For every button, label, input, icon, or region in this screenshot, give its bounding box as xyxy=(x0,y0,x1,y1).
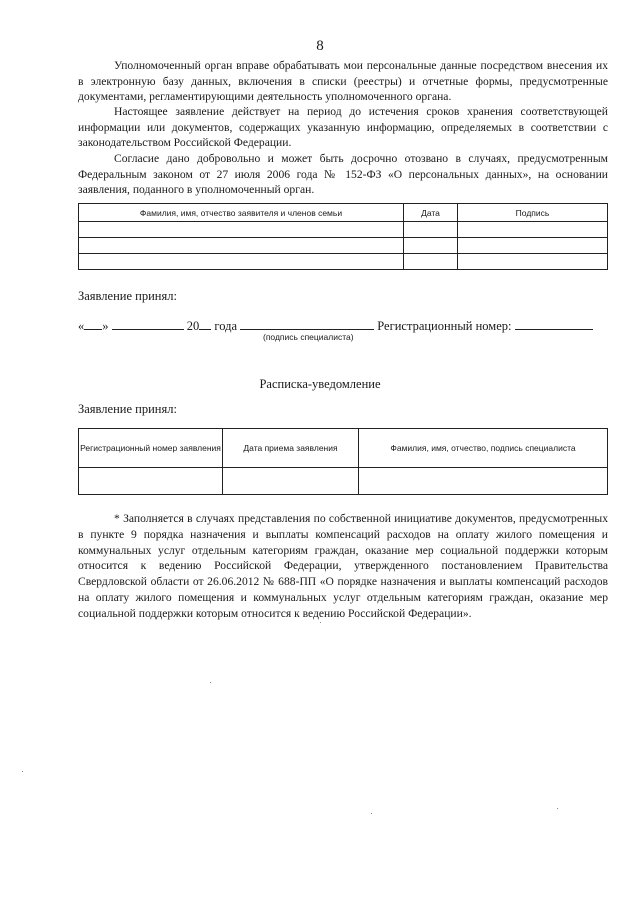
scan-speck xyxy=(210,682,211,683)
table-header-row xyxy=(79,429,608,468)
scan-speck xyxy=(22,771,23,772)
registration-number-blank[interactable] xyxy=(515,317,593,330)
column-header-acceptance-date: Дата приема заявления xyxy=(223,429,359,468)
table-header-row xyxy=(79,204,608,222)
notice-title: Расписка-уведомление xyxy=(259,377,381,391)
table-cell[interactable] xyxy=(223,468,359,495)
year-blank[interactable] xyxy=(199,317,211,330)
paragraph-data-processing: Уполномоченный орган вправе обрабатывать мои персональные данные посредством внесения их в электронную базу данных, включения в списки (реестры) и отчетные формы, предусмотренные документами, регламентирующими деятельность уполномоченного органа. xyxy=(78,59,608,103)
open-quote: « xyxy=(78,319,85,333)
table-cell[interactable] xyxy=(458,254,608,270)
application-accepted-label: Заявление принял: xyxy=(78,289,177,303)
table-cell[interactable] xyxy=(79,238,404,254)
scan-speck xyxy=(320,622,321,623)
scan-speck xyxy=(371,813,372,814)
column-header-registration-number: Регистрационный номер заявления xyxy=(79,429,223,468)
century-text: 20 xyxy=(186,319,200,333)
table-cell[interactable] xyxy=(359,468,608,495)
page-number: 8 xyxy=(316,38,324,54)
column-header-name: Фамилия, имя, отчество заявителя и членов семьи xyxy=(79,204,404,222)
column-header-specialist: Фамилия, имя, отчество, подпись специалиста xyxy=(359,429,608,468)
registration-number-label: Регистрационный номер: xyxy=(377,319,512,333)
receipt-table xyxy=(78,428,608,495)
table-row xyxy=(79,238,608,254)
table-cell[interactable] xyxy=(79,468,223,495)
table-cell[interactable] xyxy=(79,222,404,238)
table-cell[interactable] xyxy=(404,254,458,270)
close-quote: » xyxy=(102,319,109,333)
table-row xyxy=(79,254,608,270)
signature-caption: (подпись специалиста) xyxy=(263,332,354,342)
table-row xyxy=(79,222,608,238)
table-cell[interactable] xyxy=(404,238,458,254)
paragraph-validity: Настоящее заявление действует на период до истечения сроков хранения соответствующей информации или документов, содержащих указанную информацию, определяемых в соответствии с законодательством Российской Федерации. xyxy=(78,105,608,149)
footnote: * Заполняется в случаях представления по собственной инициативе документов, предусмотренных в пункте 9 порядка назначения и выплаты компенсаций расходов на оплату жилого помещения и коммунальных услуг отдельным категориям граждан, оказание мер социальной поддержки которым относится к ведению Российской Федерации, утвержденного постановлением Правительства Свердловской области от 26.06.2012 № 688-ПП «О порядке назначения и выплаты компенсаций расходов на оплату жилого помещения и коммунальных услуг отдельным категориям граждан, оказание мер социальной поддержки которым относится к ведению Российской Федерации». xyxy=(78,512,608,620)
month-blank[interactable] xyxy=(112,317,184,330)
scan-speck xyxy=(557,808,558,809)
consent-signature-table xyxy=(78,203,608,270)
signature-blank[interactable] xyxy=(240,317,374,330)
column-header-date: Дата xyxy=(404,204,458,222)
application-accepted-label-2: Заявление принял: xyxy=(78,402,177,416)
column-header-signature: Подпись xyxy=(458,204,608,222)
paragraph-consent-revocation: Согласие дано добровольно и может быть досрочно отозвано в случаях, предусмотренным Федеральным законом от 27 июля 2006 года № 152-ФЗ «О персональных данных», на основании заявления, поданного в уполномоченный орган. xyxy=(78,152,608,196)
day-blank[interactable] xyxy=(84,317,102,330)
table-cell[interactable] xyxy=(458,238,608,254)
table-cell[interactable] xyxy=(79,254,404,270)
table-row xyxy=(79,468,608,495)
year-word: года xyxy=(214,319,237,333)
table-cell[interactable] xyxy=(404,222,458,238)
table-cell[interactable] xyxy=(458,222,608,238)
